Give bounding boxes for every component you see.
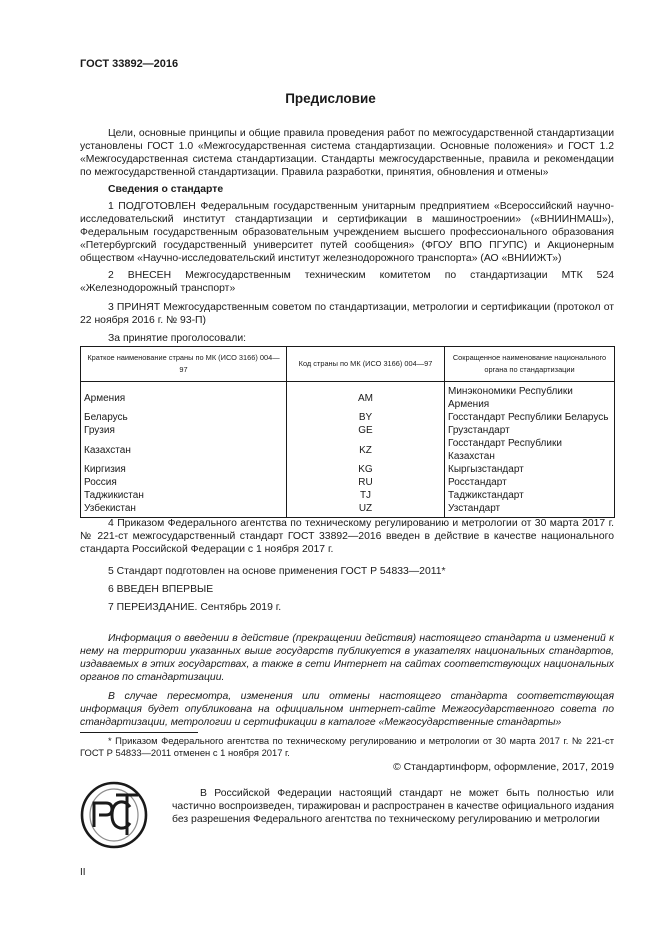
page-number: II [80,867,86,878]
country-cell: Киргизия [81,463,287,476]
table-header-country: Краткое наименование страны по МК (ИСО 3166) 004—97 [81,347,287,382]
table-header-agency: Сокращенное наименование национального органа по стандартизации [445,347,615,382]
table-row [81,437,615,463]
table-row [81,463,615,476]
country-cell: Беларусь [81,411,287,424]
info-notice-2: В случае пересмотра, изменения или отмены настоящего стандарта соответствующая информация будет опубликована на официальном интернет-сайте Межгосударственного совета по стандартизации, метрологии и сертификации в каталоге «Межгосударственные стандарты» [80,691,614,728]
code-cell: KZ [287,437,445,463]
table-header-code: Код страны по МК (ИСО 3166) 004—97 [287,347,445,382]
code-cell: GE [287,424,445,437]
agency-cell: Госстандарт Республики Казахстан [445,437,615,463]
voted-label: За принятие проголосовали: [108,333,247,344]
item-5-paragraph: 5 Стандарт подготовлен на основе применения ГОСТ Р 54833—2011* [108,566,446,577]
country-cell: Узбекистан [81,502,287,518]
page-title: Предисловие [285,91,376,106]
footnote: * Приказом Федерального агентства по техническому регулированию и метрологии от 30 марта 2017 г. № 221-ст ГОСТ Р 54833—2011 отменен с 1 ноября 2017 г. [80,735,614,758]
item-2-paragraph: 2 ВНЕСЕН Межгосударственным техническим комитетом по стандартизации МТК 524 «Железнодорожный транспорт» [80,270,614,294]
agency-cell: Таджикстандарт [445,489,615,502]
code-cell: KG [287,463,445,476]
info-heading: Сведения о стандарте [108,184,224,195]
agency-cell: Госстандарт Республики Беларусь [445,411,615,424]
copyright: © Стандартинформ, оформление, 2017, 2019 [393,762,614,773]
intro-paragraph: Цели, основные принципы и общие правила проведения работ по межгосударственной стандартизации установлены ГОСТ 1.0 «Межгосударственная система стандартизации. Основные положения» и ГОСТ 1.2 «Межгосударственная система стандартизации. Стандарты межгосударственные, правила и рекомендации по межгосударственной стандартизации. Правила разработки, принятия, обновления и отмены» [80,128,614,178]
code-cell: RU [287,476,445,489]
gost-r-logo-icon [80,781,148,849]
code-cell: TJ [287,489,445,502]
agency-cell: Узстандарт [445,502,615,518]
document-code: ГОСТ 33892—2016 [80,58,179,70]
country-cell: Россия [81,476,287,489]
code-cell: BY [287,411,445,424]
item-4-paragraph: 4 Приказом Федерального агентства по техническому регулированию и метрологии от 30 марта 2017 г. № 221-ст межгосударственный стандарт ГОСТ 33892—2016 введен в действие в качестве национального стандарта Российской Федерации с 1 ноября 2017 г. [80,518,614,555]
country-cell: Таджикистан [81,489,287,502]
table-row [81,502,615,518]
item-1-paragraph: 1 ПОДГОТОВЛЕН Федеральным государственным унитарным предприятием «Всероссийский научно-исследовательский институт стандартизации и сертификации в машиностроении» («ВНИИНМАШ»), Федеральным государственным образовательным учреждением высшего профессионального образования «Петербургский государственный университет путей сообщения» (ФГОУ ВПО ПГУПС) и Акционерным обществом «Научно-исследовательский институт железнодорожного транспорта» (АО «ВНИИЖТ») [80,201,614,264]
footnote-divider [80,732,198,733]
table-row [81,476,615,489]
item-6-paragraph: 6 ВВЕДЕН ВПЕРВЫЕ [108,584,214,595]
code-cell: UZ [287,502,445,518]
countries-table [80,346,615,518]
agency-cell: Минэкономики Республики Армения [445,382,615,412]
country-cell: Грузия [81,424,287,437]
table-row [81,489,615,502]
table-row [81,382,615,412]
table-row [81,424,615,437]
item-3-paragraph: 3 ПРИНЯТ Межгосударственным советом по стандартизации, метрологии и сертификации (протокол от 22 ноября 2016 г. № 93-П) [80,302,614,326]
table-row [81,411,615,424]
code-cell: AM [287,382,445,412]
agency-cell: Кыргызстандарт [445,463,615,476]
item-7-paragraph: 7 ПЕРЕИЗДАНИЕ. Сентябрь 2019 г. [108,602,282,613]
country-cell: Армения [81,382,287,412]
agency-cell: Росстандарт [445,476,615,489]
country-cell: Казахстан [81,437,287,463]
copyright-notice: В Российской Федерации настоящий стандарт не может быть полностью или частично воспроизведен, тиражирован и распространен в качестве официального издания без разрешения Федерального агентства по техническому регулированию и метрологии [172,788,614,825]
info-notice-1: Информация о введении в действие (прекращении действия) настоящего стандарта и изменений к нему на территории указанных выше государств публикуется в указателях национальных стандартов, издаваемых в этих государствах, а также в сети Интернет на сайтах соответствующих национальных органов по стандартизации. [80,633,614,683]
agency-cell: Грузстандарт [445,424,615,437]
table-header-row [81,347,615,382]
